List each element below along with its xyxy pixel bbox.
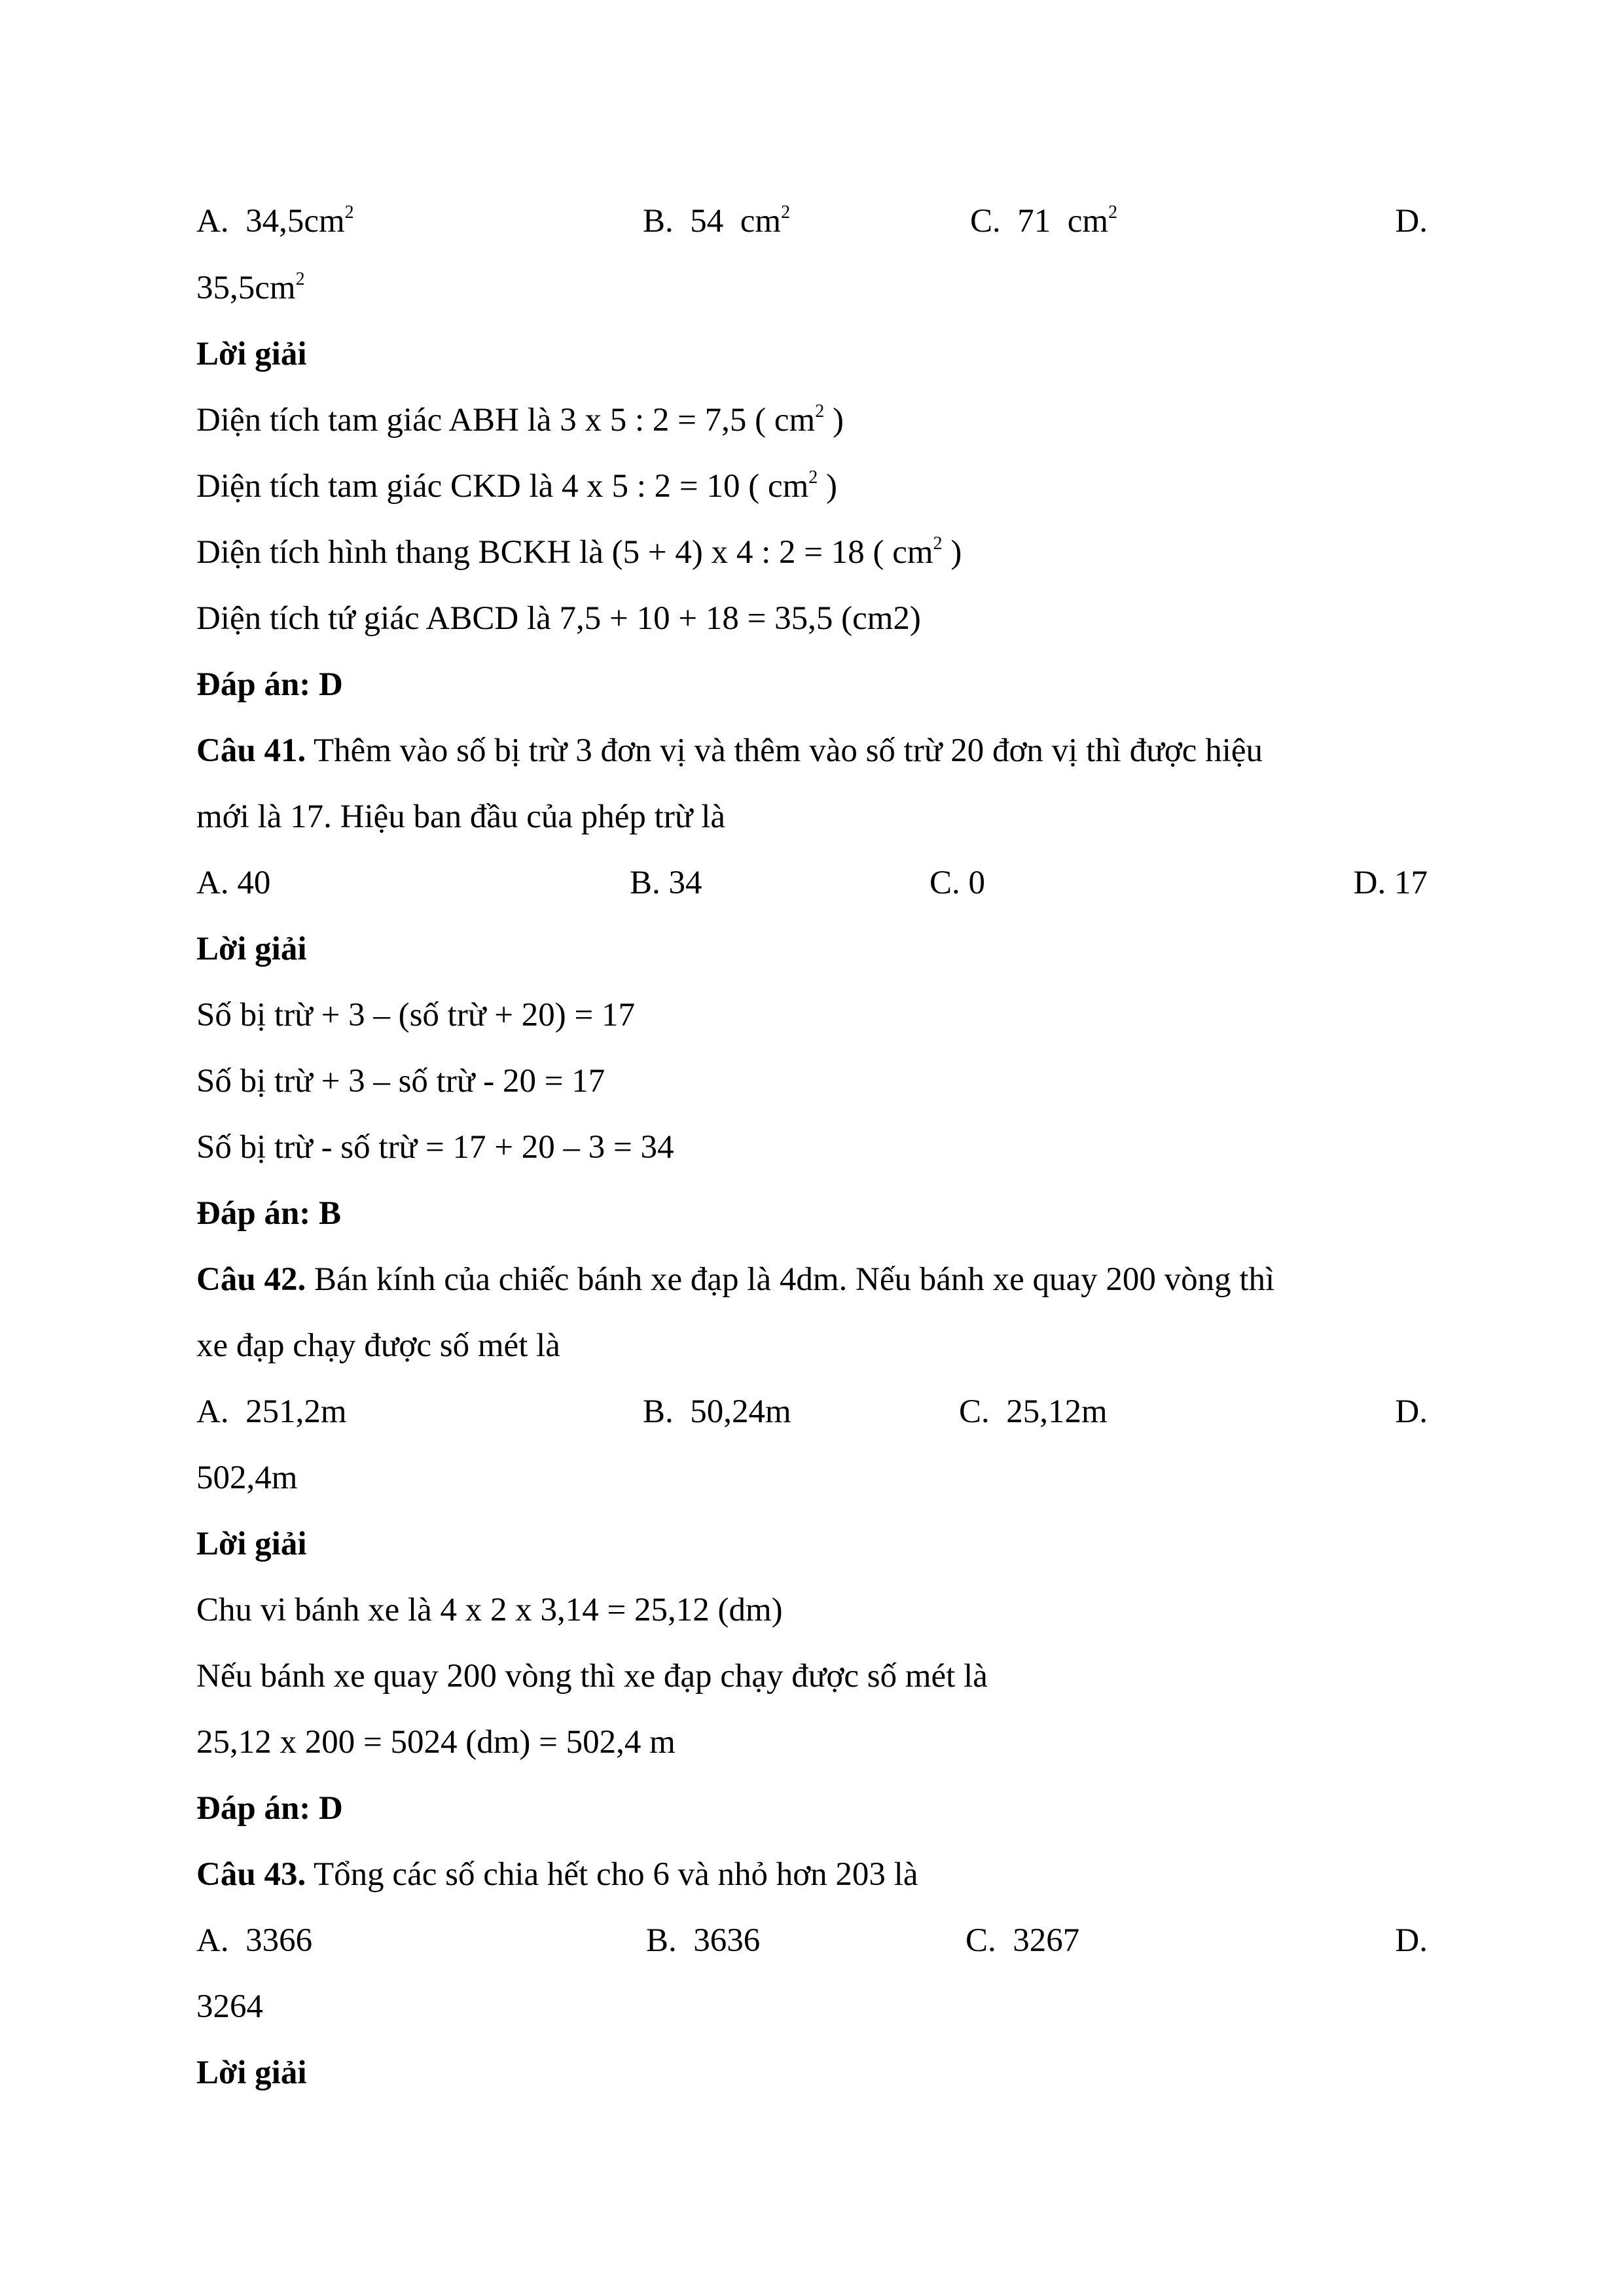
q42-option-b: B. 50,24m — [643, 1393, 791, 1430]
q41-solution-heading: Lời giải — [196, 931, 307, 967]
q43-question-line-1: Câu 43. Tổng các số chia hết cho 6 và nhỏ hơn 203 là — [196, 1856, 918, 1893]
q40-option-d-label: D. — [1395, 203, 1428, 240]
q40-step-2: Diện tích tam giác CKD là 4 x 5 : 2 = 10 ( $cm^2$ ) — [196, 467, 838, 505]
q40-option-d-value: $35,5cm^2$ — [196, 268, 305, 306]
q42-option-d-value: 502,4m — [196, 1460, 298, 1496]
q43-option-c: C. 3267 — [965, 1922, 1080, 1959]
q43-option-a: A. 3366 — [196, 1922, 313, 1959]
q42-option-a: A. 251,2m — [196, 1393, 347, 1430]
q42-option-d-label: D. — [1395, 1393, 1428, 1430]
q41-step-2: Số bị trừ + 3 – số trừ - 20 = 17 — [196, 1063, 605, 1100]
q41-title: Câu 41. — [196, 732, 306, 769]
q42-solution-heading: Lời giải — [196, 1526, 307, 1562]
q42-answer: Đáp án: D — [196, 1790, 343, 1827]
q42-option-c: C. 25,12m — [959, 1393, 1108, 1430]
q41-question-line-1: Câu 41. Thêm vào số bị trừ 3 đơn vị và thêm vào số trừ 20 đơn vị thì được hiệu — [196, 732, 1263, 769]
q43-title: Câu 43. — [196, 1856, 306, 1893]
q41-step-1: Số bị trừ + 3 – (số trừ + 20) = 17 — [196, 997, 635, 1033]
q43-option-d-label: D. — [1395, 1922, 1428, 1959]
q40-step-4: Diện tích tứ giác ABCD là 7,5 + 10 + 18 = 35,5 (cm2) — [196, 600, 921, 637]
q40-step-3: Diện tích hình thang BCKH là (5 + 4) x 4 : 2 = 18 ( $cm^2$ ) — [196, 533, 962, 571]
q41-question-line-2: mới là 17. Hiệu ban đầu của phép trừ là — [196, 798, 726, 835]
q42-step-3: 25,12 x 200 = 5024 (dm) = 502,4 m — [196, 1724, 676, 1761]
q43-option-d-value: 3264 — [196, 1988, 263, 2025]
q41-step-3: Số bị trừ - số trừ = 17 + 20 – 3 = 34 — [196, 1129, 674, 1166]
q41-option-a: A. 40 — [196, 865, 271, 901]
q43-option-b: B. 3636 — [646, 1922, 761, 1959]
q42-question-line-2: xe đạp chạy được số mét là — [196, 1327, 560, 1364]
q41-option-b: B. 34 — [630, 865, 702, 901]
q43-solution-heading: Lời giải — [196, 2054, 307, 2091]
q40-option-b: B. 54 $cm^2$ — [643, 202, 791, 240]
q41-option-c: C. 0 — [929, 865, 986, 901]
q42-step-2: Nếu bánh xe quay 200 vòng thì xe đạp chạy được số mét là — [196, 1658, 988, 1695]
q40-solution-heading: Lời giải — [196, 336, 307, 372]
q42-step-1: Chu vi bánh xe là 4 x 2 x 3,14 = 25,12 (dm) — [196, 1592, 783, 1628]
q42-title: Câu 42. — [196, 1261, 306, 1298]
q40-answer: Đáp án: D — [196, 666, 343, 703]
q41-answer: Đáp án: B — [196, 1195, 342, 1232]
q40-option-c: C. 71 $cm^2$ — [970, 202, 1118, 240]
q42-question-line-1: Câu 42. Bán kính của chiếc bánh xe đạp là 4dm. Nếu bánh xe quay 200 vòng thì — [196, 1261, 1275, 1298]
q40-option-a: A. $34,5cm^2$ — [196, 202, 354, 240]
q41-option-d: D. 17 — [1353, 865, 1428, 901]
q40-step-1: Diện tích tam giác ABH là 3 x 5 : 2 = 7,5 ( $cm^2$ ) — [196, 401, 844, 439]
